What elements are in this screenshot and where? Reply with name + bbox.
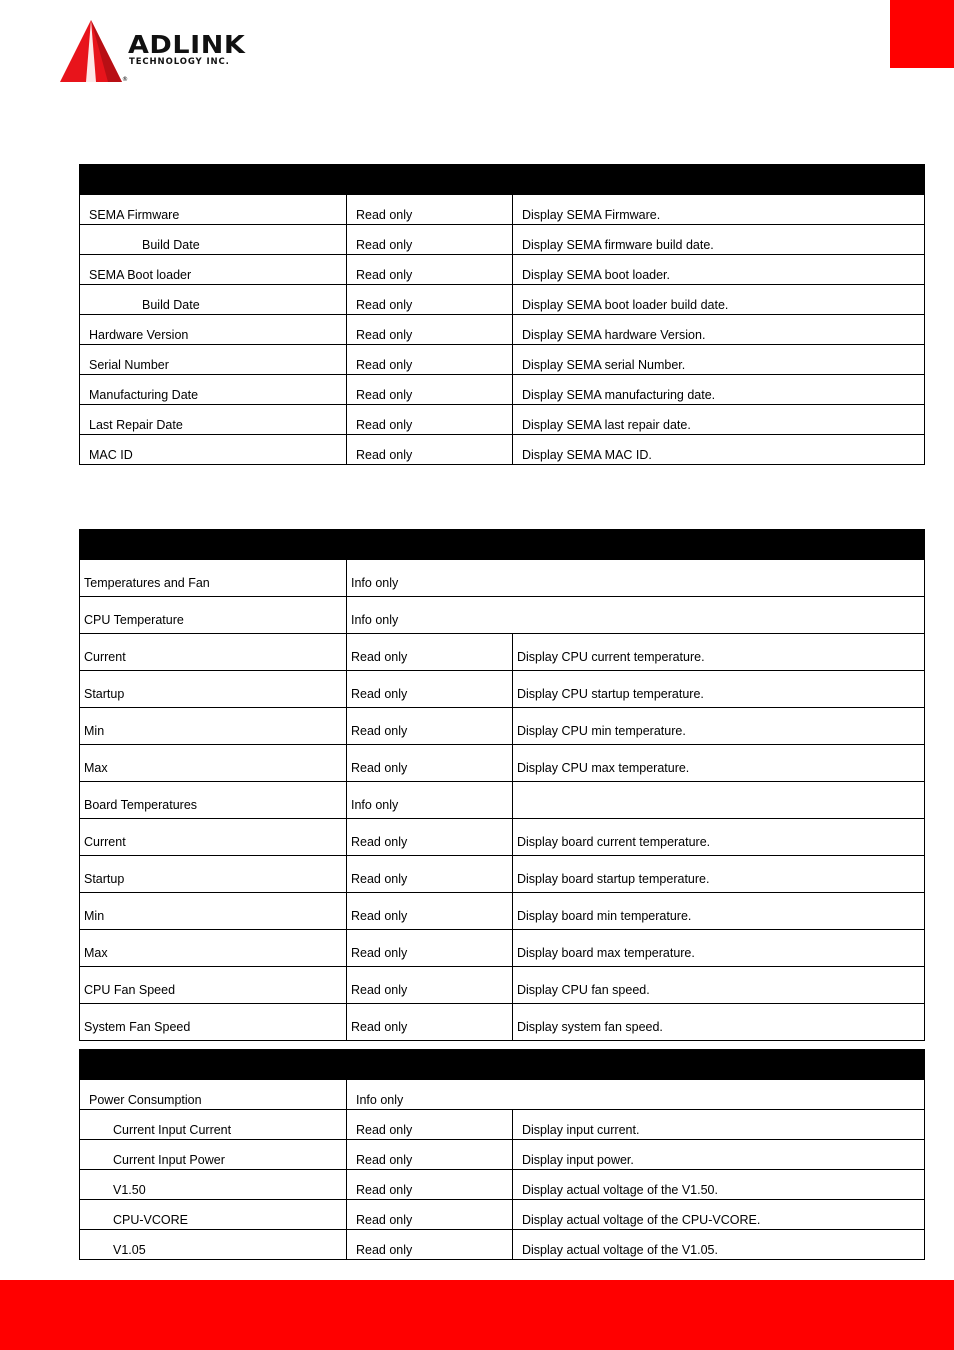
table-row xyxy=(80,1004,925,1041)
table-row xyxy=(80,708,925,745)
table-row xyxy=(80,405,925,435)
table-row xyxy=(80,745,925,782)
access-type: Read only xyxy=(347,285,513,315)
item-name: Build Date xyxy=(80,225,347,255)
description: Display CPU min temperature. xyxy=(513,708,925,745)
temperatures-table xyxy=(79,529,925,1041)
table-row xyxy=(80,856,925,893)
table-row xyxy=(80,285,925,315)
description: Display board startup temperature. xyxy=(513,856,925,893)
access-type: Read only xyxy=(347,819,513,856)
table-row xyxy=(80,1200,925,1230)
description: Display input power. xyxy=(513,1140,925,1170)
description: Display actual voltage of the CPU-VCORE. xyxy=(513,1200,925,1230)
table-row xyxy=(80,782,925,819)
access-type: Read only xyxy=(347,1004,513,1041)
description: Display board min temperature. xyxy=(513,893,925,930)
access-type: Read only xyxy=(347,345,513,375)
item-name: Current Input Current xyxy=(80,1110,347,1140)
item-name: V1.05 xyxy=(80,1230,347,1260)
table-row xyxy=(80,345,925,375)
description: Display input current. xyxy=(513,1110,925,1140)
table-row xyxy=(80,634,925,671)
description: Display SEMA boot loader. xyxy=(513,255,925,285)
access-type: Read only xyxy=(347,195,513,225)
access-type: Read only xyxy=(347,225,513,255)
item-name: Startup xyxy=(80,856,347,893)
item-name: Serial Number xyxy=(80,345,347,375)
item-name: Power Consumption xyxy=(80,1080,347,1110)
adlink-logo xyxy=(58,18,268,86)
access-type: Read only xyxy=(347,708,513,745)
description: Display system fan speed. xyxy=(513,1004,925,1041)
brand-name: ADLINK xyxy=(128,30,246,59)
access-type: Read only xyxy=(347,255,513,285)
table-row xyxy=(80,1110,925,1140)
description: Display SEMA last repair date. xyxy=(513,405,925,435)
access-type: Read only xyxy=(347,1200,513,1230)
access-type: Read only xyxy=(347,405,513,435)
access-type: Read only xyxy=(347,315,513,345)
access-type: Read only xyxy=(347,930,513,967)
table-row xyxy=(80,315,925,345)
description: Display CPU max temperature. xyxy=(513,745,925,782)
description: Display SEMA manufacturing date. xyxy=(513,375,925,405)
table-row xyxy=(80,225,925,255)
table-row xyxy=(80,819,925,856)
table-row xyxy=(80,375,925,405)
access-type: Info only xyxy=(347,1080,925,1110)
description: Display board max temperature. xyxy=(513,930,925,967)
description: Display SEMA firmware build date. xyxy=(513,225,925,255)
description: Display CPU fan speed. xyxy=(513,967,925,1004)
item-name: CPU Fan Speed xyxy=(80,967,347,1004)
access-type: Read only xyxy=(347,375,513,405)
access-type: Read only xyxy=(347,435,513,465)
adlink-triangle-icon xyxy=(58,18,124,86)
access-type: Info only xyxy=(347,597,925,634)
item-name: Hardware Version xyxy=(80,315,347,345)
table-header xyxy=(80,165,925,195)
table-row xyxy=(80,671,925,708)
table-header xyxy=(80,530,925,560)
item-name: SEMA Boot loader xyxy=(80,255,347,285)
table-row xyxy=(80,930,925,967)
table-row xyxy=(80,1080,925,1110)
description: Display SEMA hardware Version. xyxy=(513,315,925,345)
table-row xyxy=(80,1140,925,1170)
description: Display board current temperature. xyxy=(513,819,925,856)
item-name: Startup xyxy=(80,671,347,708)
description: Display actual voltage of the V1.50. xyxy=(513,1170,925,1200)
access-type: Read only xyxy=(347,1170,513,1200)
table-row xyxy=(80,195,925,225)
description: Display CPU startup temperature. xyxy=(513,671,925,708)
access-type: Read only xyxy=(347,745,513,782)
sema-info-table xyxy=(79,164,925,465)
description: Display SEMA boot loader build date. xyxy=(513,285,925,315)
description: Display SEMA Firmware. xyxy=(513,195,925,225)
item-name: SEMA Firmware xyxy=(80,195,347,225)
item-name: Board Temperatures xyxy=(80,782,347,819)
access-type: Read only xyxy=(347,856,513,893)
description: Display actual voltage of the V1.05. xyxy=(513,1230,925,1260)
table-row xyxy=(80,597,925,634)
item-name: System Fan Speed xyxy=(80,1004,347,1041)
access-type: Info only xyxy=(347,782,513,819)
table-row xyxy=(80,1170,925,1200)
item-name: Max xyxy=(80,745,347,782)
registered-mark: ® xyxy=(122,76,128,83)
description: Display SEMA serial Number. xyxy=(513,345,925,375)
item-name: Last Repair Date xyxy=(80,405,347,435)
table-header xyxy=(80,1050,925,1080)
item-name: Min xyxy=(80,708,347,745)
access-type: Read only xyxy=(347,893,513,930)
power-table xyxy=(79,1049,925,1260)
access-type: Read only xyxy=(347,1110,513,1140)
item-name: V1.50 xyxy=(80,1170,347,1200)
access-type: Read only xyxy=(347,1230,513,1260)
table-row xyxy=(80,435,925,465)
item-name: Current xyxy=(80,634,347,671)
description: Display CPU current temperature. xyxy=(513,634,925,671)
table-row xyxy=(80,893,925,930)
item-name: Temperatures and Fan xyxy=(80,560,347,597)
item-name: Min xyxy=(80,893,347,930)
item-name: MAC ID xyxy=(80,435,347,465)
access-type: Info only xyxy=(347,560,925,597)
description: Display SEMA MAC ID. xyxy=(513,435,925,465)
table-row xyxy=(80,1230,925,1260)
description xyxy=(513,782,925,819)
footer-band xyxy=(0,1280,954,1350)
table-row xyxy=(80,255,925,285)
table-row xyxy=(80,560,925,597)
table-row xyxy=(80,967,925,1004)
item-name: Manufacturing Date xyxy=(80,375,347,405)
access-type: Read only xyxy=(347,634,513,671)
item-name: CPU Temperature xyxy=(80,597,347,634)
brand-tagline: TECHNOLOGY INC. xyxy=(129,57,230,67)
chapter-tab xyxy=(890,0,954,68)
access-type: Read only xyxy=(347,967,513,1004)
access-type: Read only xyxy=(347,1140,513,1170)
item-name: Current xyxy=(80,819,347,856)
item-name: CPU-VCORE xyxy=(80,1200,347,1230)
item-name: Build Date xyxy=(80,285,347,315)
item-name: Max xyxy=(80,930,347,967)
item-name: Current Input Power xyxy=(80,1140,347,1170)
access-type: Read only xyxy=(347,671,513,708)
